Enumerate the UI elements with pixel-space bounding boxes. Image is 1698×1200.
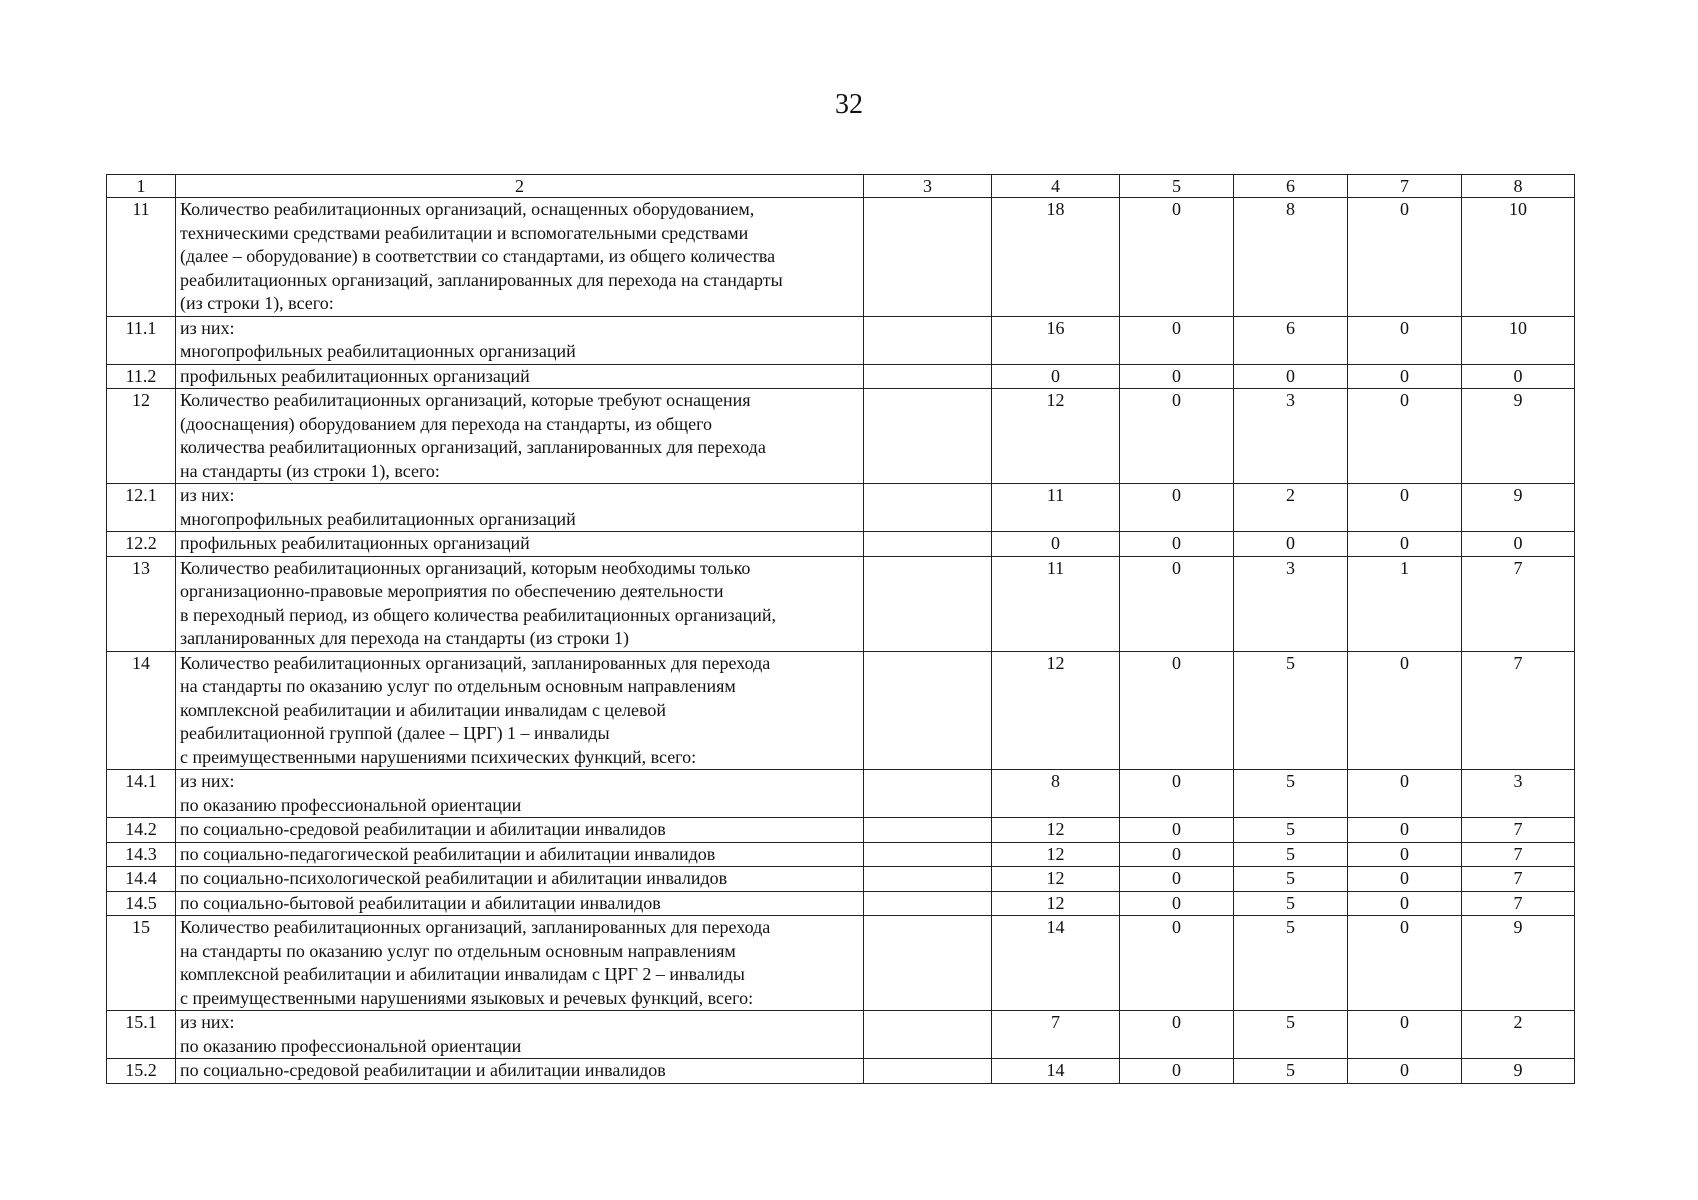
column-8-cell: 10 <box>1462 198 1575 317</box>
column-4-cell: 12 <box>992 842 1120 867</box>
column-6-cell: 8 <box>1234 198 1348 317</box>
column-3-cell <box>864 818 992 843</box>
column-6-cell: 5 <box>1234 867 1348 892</box>
row-number-cell: 14.2 <box>107 818 176 843</box>
column-4-cell: 12 <box>992 818 1120 843</box>
column-5-cell: 0 <box>1120 842 1234 867</box>
column-8-cell: 0 <box>1462 532 1575 557</box>
row-description-cell: по социально-бытовой реабилитации и абилитации инвалидов <box>176 891 864 916</box>
column-6-cell: 5 <box>1234 891 1348 916</box>
column-6-cell: 5 <box>1234 1011 1348 1059</box>
row-description-cell: по социально-психологической реабилитации и абилитации инвалидов <box>176 867 864 892</box>
column-3-cell <box>864 867 992 892</box>
column-7-cell: 0 <box>1348 842 1462 867</box>
column-3-cell <box>864 484 992 532</box>
row-number-cell: 11 <box>107 198 176 317</box>
row-number-cell: 12 <box>107 389 176 484</box>
table-row <box>107 1011 1575 1059</box>
row-description-cell: Количество реабилитационных организаций, оснащенных оборудованием, техническими средствами реабилитации и вспомогательными средствами (далее – оборудование) в соответствии со стандартами, из общего количества реабилитационных организаций, запланированных для перехода на стандарты (из строки 1), всего: <box>176 198 864 317</box>
column-8-cell: 0 <box>1462 364 1575 389</box>
table-body <box>107 175 1575 1084</box>
column-5-cell: 0 <box>1120 770 1234 818</box>
row-description-cell: Количество реабилитационных организаций, которым необходимы только организационно-правовые мероприятия по обеспечению деятельности в переходный период, из общего количества реабилитационных организаций, запланированных для перехода на стандарты (из строки 1) <box>176 556 864 651</box>
column-7-cell: 0 <box>1348 867 1462 892</box>
column-8-cell: 9 <box>1462 1059 1575 1084</box>
column-8-cell: 7 <box>1462 867 1575 892</box>
column-8-cell: 9 <box>1462 484 1575 532</box>
table-row <box>107 389 1575 484</box>
column-3-cell <box>864 389 992 484</box>
row-number-cell: 11.1 <box>107 316 176 364</box>
table-row <box>107 532 1575 557</box>
row-description-cell: по социально-педагогической реабилитации и абилитации инвалидов <box>176 842 864 867</box>
column-7-cell: 0 <box>1348 389 1462 484</box>
column-6-cell: 6 <box>1234 316 1348 364</box>
column-6-cell: 5 <box>1234 916 1348 1011</box>
table-row <box>107 651 1575 770</box>
row-description-cell: из них: по оказанию профессиональной ориентации <box>176 1011 864 1059</box>
column-3-cell <box>864 532 992 557</box>
column-3-cell <box>864 842 992 867</box>
column-5-cell: 0 <box>1120 556 1234 651</box>
table-row <box>107 770 1575 818</box>
column-8-cell: 10 <box>1462 316 1575 364</box>
row-number-cell: 14.3 <box>107 842 176 867</box>
column-7-cell: 0 <box>1348 651 1462 770</box>
header-cell-6: 6 <box>1234 175 1348 198</box>
row-description-cell: профильных реабилитационных организаций <box>176 532 864 557</box>
column-6-cell: 5 <box>1234 1059 1348 1084</box>
table-row <box>107 818 1575 843</box>
row-number-cell: 14.1 <box>107 770 176 818</box>
table-row <box>107 198 1575 317</box>
column-8-cell: 7 <box>1462 556 1575 651</box>
column-3-cell <box>864 198 992 317</box>
row-description-cell: Количество реабилитационных организаций, которые требуют оснащения (дооснащения) оборудованием для перехода на стандарты, из общего количества реабилитационных организаций, запланированных для перехода на стандарты (из строки 1), всего: <box>176 389 864 484</box>
column-6-cell: 5 <box>1234 818 1348 843</box>
row-description-cell: Количество реабилитационных организаций, запланированных для перехода на стандарты по оказанию услуг по отдельным основным направлениям комплексной реабилитации и абилитации инвалидам с целевой реабилитационной группой (далее – ЦРГ) 1 – инвалиды с преимущественными нарушениями психических функций, всего: <box>176 651 864 770</box>
column-7-cell: 0 <box>1348 198 1462 317</box>
column-3-cell <box>864 651 992 770</box>
column-6-cell: 3 <box>1234 389 1348 484</box>
column-3-cell <box>864 364 992 389</box>
row-number-cell: 14.5 <box>107 891 176 916</box>
row-description-cell: профильных реабилитационных организаций <box>176 364 864 389</box>
row-description-cell: из них: многопрофильных реабилитационных организаций <box>176 484 864 532</box>
column-7-cell: 0 <box>1348 532 1462 557</box>
table-row <box>107 316 1575 364</box>
column-3-cell <box>864 1011 992 1059</box>
column-5-cell: 0 <box>1120 364 1234 389</box>
column-4-cell: 12 <box>992 867 1120 892</box>
column-7-cell: 0 <box>1348 1059 1462 1084</box>
column-8-cell: 7 <box>1462 891 1575 916</box>
column-6-cell: 5 <box>1234 770 1348 818</box>
column-3-cell <box>864 891 992 916</box>
header-cell-5: 5 <box>1120 175 1234 198</box>
column-5-cell: 0 <box>1120 389 1234 484</box>
table-row <box>107 484 1575 532</box>
column-4-cell: 0 <box>992 532 1120 557</box>
column-8-cell: 9 <box>1462 389 1575 484</box>
row-description-cell: Количество реабилитационных организаций, запланированных для перехода на стандарты по оказанию услуг по отдельным основным направлениям комплексной реабилитации и абилитации инвалидам с ЦРГ 2 – инвалиды с преимущественными нарушениями языковых и речевых функций, всего: <box>176 916 864 1011</box>
column-7-cell: 0 <box>1348 1011 1462 1059</box>
column-4-cell: 8 <box>992 770 1120 818</box>
column-7-cell: 0 <box>1348 770 1462 818</box>
column-5-cell: 0 <box>1120 316 1234 364</box>
column-5-cell: 0 <box>1120 916 1234 1011</box>
column-5-cell: 0 <box>1120 198 1234 317</box>
column-6-cell: 3 <box>1234 556 1348 651</box>
column-5-cell: 0 <box>1120 1059 1234 1084</box>
row-number-cell: 12.1 <box>107 484 176 532</box>
header-row <box>107 175 1575 198</box>
column-4-cell: 16 <box>992 316 1120 364</box>
table-row <box>107 1059 1575 1084</box>
column-3-cell <box>864 916 992 1011</box>
column-5-cell: 0 <box>1120 1011 1234 1059</box>
column-6-cell: 0 <box>1234 364 1348 389</box>
column-7-cell: 0 <box>1348 484 1462 532</box>
column-7-cell: 1 <box>1348 556 1462 651</box>
column-8-cell: 7 <box>1462 651 1575 770</box>
row-number-cell: 14.4 <box>107 867 176 892</box>
table-row <box>107 842 1575 867</box>
row-description-cell: из них: по оказанию профессиональной ориентации <box>176 770 864 818</box>
column-5-cell: 0 <box>1120 891 1234 916</box>
row-description-cell: по социально-средовой реабилитации и абилитации инвалидов <box>176 1059 864 1084</box>
header-cell-3: 3 <box>864 175 992 198</box>
column-6-cell: 5 <box>1234 842 1348 867</box>
table-row <box>107 364 1575 389</box>
column-8-cell: 7 <box>1462 818 1575 843</box>
header-cell-4: 4 <box>992 175 1120 198</box>
column-7-cell: 0 <box>1348 364 1462 389</box>
column-6-cell: 5 <box>1234 651 1348 770</box>
row-number-cell: 15 <box>107 916 176 1011</box>
header-cell-7: 7 <box>1348 175 1462 198</box>
row-number-cell: 13 <box>107 556 176 651</box>
column-4-cell: 11 <box>992 556 1120 651</box>
row-number-cell: 14 <box>107 651 176 770</box>
column-4-cell: 14 <box>992 916 1120 1011</box>
column-7-cell: 0 <box>1348 891 1462 916</box>
column-7-cell: 0 <box>1348 818 1462 843</box>
page-number: 32 <box>835 89 863 120</box>
header-cell-1: 1 <box>107 175 176 198</box>
row-description-cell: по социально-средовой реабилитации и абилитации инвалидов <box>176 818 864 843</box>
table-row <box>107 556 1575 651</box>
column-4-cell: 14 <box>992 1059 1120 1084</box>
column-4-cell: 12 <box>992 651 1120 770</box>
column-4-cell: 11 <box>992 484 1120 532</box>
table-row <box>107 891 1575 916</box>
column-3-cell <box>864 770 992 818</box>
column-4-cell: 12 <box>992 389 1120 484</box>
header-cell-2: 2 <box>176 175 864 198</box>
row-number-cell: 15.1 <box>107 1011 176 1059</box>
column-5-cell: 0 <box>1120 867 1234 892</box>
row-description-cell: из них: многопрофильных реабилитационных организаций <box>176 316 864 364</box>
column-5-cell: 0 <box>1120 818 1234 843</box>
report-table <box>106 174 1575 1084</box>
column-5-cell: 0 <box>1120 532 1234 557</box>
column-4-cell: 7 <box>992 1011 1120 1059</box>
column-8-cell: 3 <box>1462 770 1575 818</box>
column-3-cell <box>864 316 992 364</box>
column-4-cell: 0 <box>992 364 1120 389</box>
table-row <box>107 867 1575 892</box>
column-7-cell: 0 <box>1348 916 1462 1011</box>
column-5-cell: 0 <box>1120 484 1234 532</box>
row-number-cell: 15.2 <box>107 1059 176 1084</box>
column-4-cell: 18 <box>992 198 1120 317</box>
column-6-cell: 0 <box>1234 532 1348 557</box>
row-number-cell: 11.2 <box>107 364 176 389</box>
table-row <box>107 916 1575 1011</box>
column-8-cell: 2 <box>1462 1011 1575 1059</box>
column-3-cell <box>864 1059 992 1084</box>
column-8-cell: 9 <box>1462 916 1575 1011</box>
column-8-cell: 7 <box>1462 842 1575 867</box>
column-7-cell: 0 <box>1348 316 1462 364</box>
column-5-cell: 0 <box>1120 651 1234 770</box>
header-cell-8: 8 <box>1462 175 1575 198</box>
column-6-cell: 2 <box>1234 484 1348 532</box>
row-number-cell: 12.2 <box>107 532 176 557</box>
column-3-cell <box>864 556 992 651</box>
column-4-cell: 12 <box>992 891 1120 916</box>
